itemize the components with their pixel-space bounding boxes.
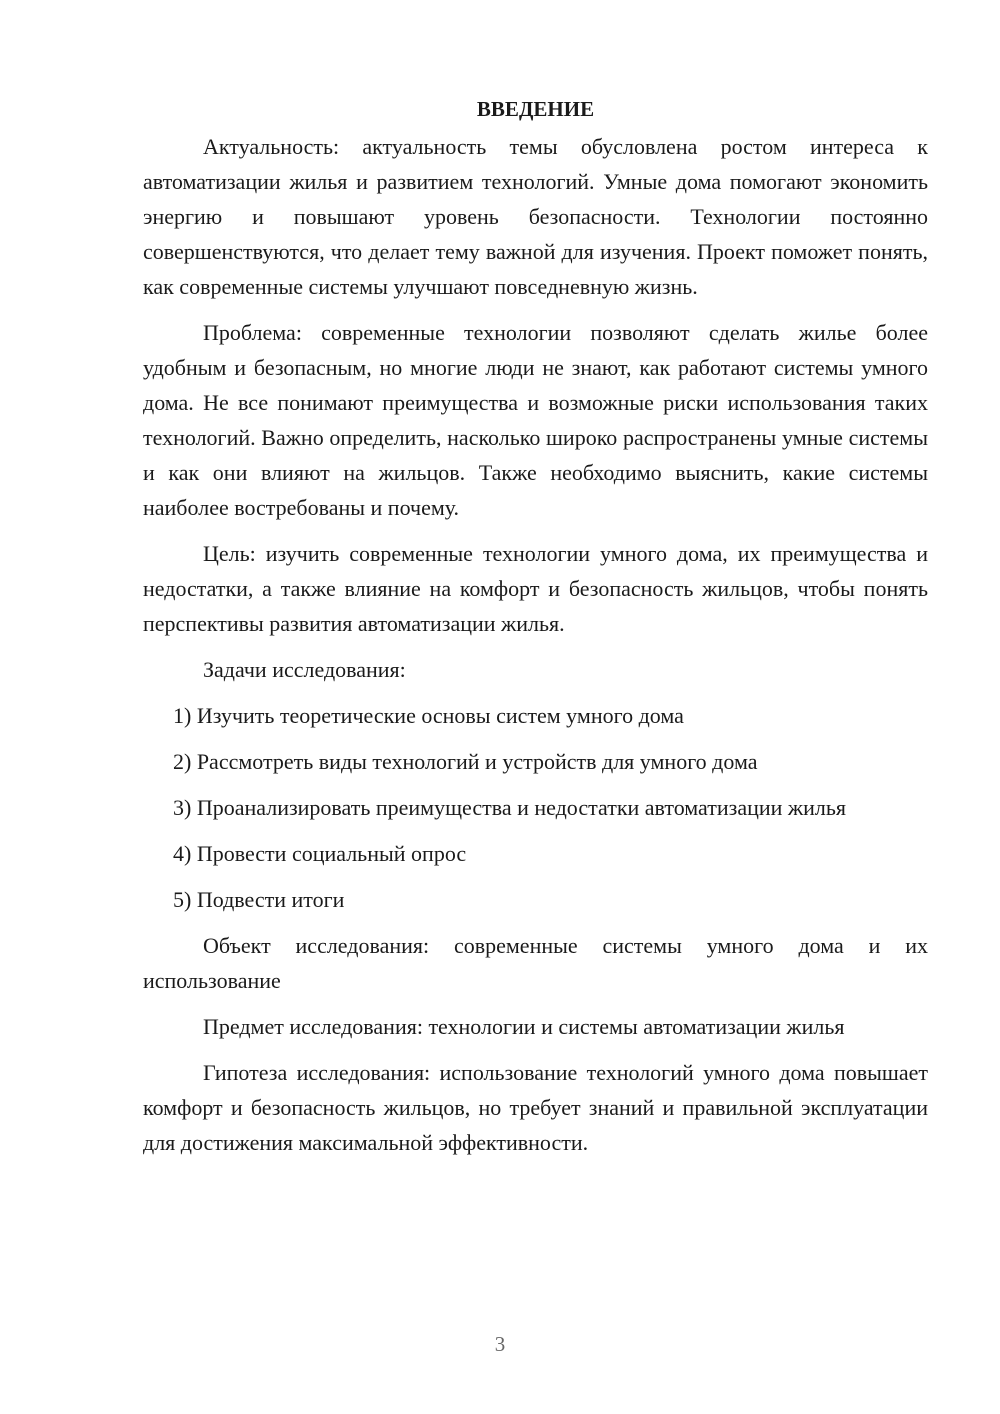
tasks-heading: Задачи исследования:	[203, 657, 406, 682]
task-item-1: 1) Изучить теоретические основы систем умного дома	[173, 703, 684, 728]
document-page	[143, 92, 928, 1171]
hypothesis-paragraph: Гипотеза исследования: использование технологий умного дома повышает комфорт и безопасность жильцов, но требует знаний и правильной эксплуатации для достижения максимальной эффективности.	[143, 1060, 928, 1155]
relevance-paragraph: Актуальность: актуальность темы обусловлена ростом интереса к автоматизации жилья и развитием технологий. Умные дома помогают экономить энергию и повышают уровень безопасности. Технологии постоянно совершенствуются, что делает тему важной для изучения. Проект поможет понять, как современные системы улучшают повседневную жизнь.	[143, 134, 928, 299]
object-paragraph: Объект исследования: современные системы умного дома и их использование	[143, 933, 928, 993]
task-item-3: 3) Проанализировать преимущества и недостатки автоматизации жилья	[173, 795, 847, 820]
page-number: 3	[494, 1332, 506, 1356]
subject-paragraph: Предмет исследования: технологии и системы автоматизации жилья	[203, 1014, 845, 1039]
task-item-2: 2) Рассмотреть виды технологий и устройств для умного дома	[173, 749, 758, 774]
goal-paragraph: Цель: изучить современные технологии умного дома, их преимущества и недостатки, а также влияние на комфорт и безопасность жильцов, чтобы понять перспективы развития автоматизации жилья.	[143, 541, 928, 636]
task-item-5: 5) Подвести итоги	[173, 887, 345, 912]
task-item-4: 4) Провести социальный опрос	[173, 841, 467, 866]
problem-paragraph: Проблема: современные технологии позволяют сделать жилье более удобным и безопасным, но многие люди не знают, как работают системы умного дома. Не все понимают преимущества и возможные риски использования таких технологий. Важно определить, насколько широко распространены умные системы и как они влияют на жильцов. Также необходимо выяснить, какие системы наиболее востребованы и почему.	[143, 320, 928, 520]
section-title: ВВЕДЕНИЕ	[476, 97, 595, 121]
